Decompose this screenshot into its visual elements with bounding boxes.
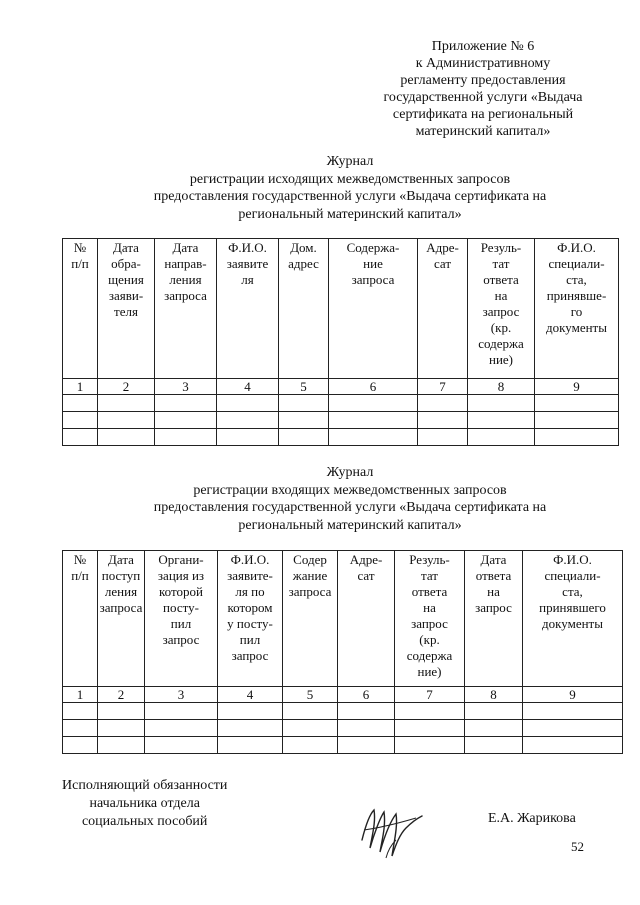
column-header-line: запроса <box>164 288 207 303</box>
table-header-row <box>63 239 619 379</box>
column-header-line: № <box>73 552 87 567</box>
journal2-title <box>80 464 620 534</box>
journal1-title-line: Журнал <box>326 154 374 169</box>
column-number: 7 <box>395 687 465 703</box>
column-header-line: которой <box>159 584 203 599</box>
column-header-line: ста, <box>566 272 587 287</box>
column-header-line: п/п <box>71 568 89 583</box>
column-header <box>465 551 523 687</box>
column-header-line: Резуль- <box>480 240 522 255</box>
column-header-line: пил <box>239 632 261 647</box>
column-header <box>395 551 465 687</box>
column-header <box>338 551 395 687</box>
column-header <box>98 239 155 379</box>
table-row <box>63 737 623 754</box>
handwritten-signature <box>356 800 426 869</box>
column-number: 5 <box>279 379 329 395</box>
column-header-line: Дата <box>108 552 134 567</box>
column-header-line: специали- <box>544 568 601 583</box>
column-header-line: жание <box>292 568 328 583</box>
table-header-row <box>63 551 623 687</box>
column-number: 5 <box>283 687 338 703</box>
outgoing-requests-table <box>62 238 619 446</box>
column-header <box>145 551 218 687</box>
column-header-line: заявите <box>226 256 269 271</box>
page-number: 52 <box>571 839 584 854</box>
column-header <box>279 239 329 379</box>
column-header-line: поступ <box>101 568 141 583</box>
column-header-line: Ф.И.О. <box>230 552 270 567</box>
column-number: 6 <box>338 687 395 703</box>
column-header-line: Дата <box>480 552 507 567</box>
column-header-line: специали- <box>548 256 605 271</box>
appendix-line: материнский капитал» <box>415 124 551 139</box>
column-header-line: Резуль- <box>409 552 450 567</box>
column-header-line: запрос <box>475 600 512 615</box>
column-number: 2 <box>98 379 155 395</box>
column-number: 3 <box>155 379 217 395</box>
column-header-line: № <box>73 240 87 255</box>
column-header-line: сат <box>433 256 452 271</box>
column-header-line: направ- <box>164 256 207 271</box>
column-header <box>217 239 279 379</box>
column-header-line: запроса <box>99 600 143 615</box>
column-header-line: Ф.И.О. <box>557 240 596 255</box>
column-header-line: тат <box>421 568 438 583</box>
column-header-line: сат <box>357 568 375 583</box>
column-header <box>468 239 535 379</box>
column-header-line: ние) <box>488 352 513 367</box>
column-header <box>283 551 338 687</box>
column-header-line: запрос <box>231 648 269 663</box>
column-header-line: принявше- <box>546 288 607 303</box>
column-number: 1 <box>63 687 98 703</box>
appendix-line: регламенту предоставления <box>400 73 566 88</box>
column-header-line: обра- <box>111 256 141 271</box>
column-number: 2 <box>98 687 145 703</box>
appendix-block <box>340 38 626 140</box>
column-number-row <box>63 687 623 703</box>
table-row <box>63 395 619 412</box>
column-header <box>329 239 418 379</box>
column-number: 8 <box>465 687 523 703</box>
journal2-title-line: региональный материнский капитал» <box>238 517 462 533</box>
column-number: 3 <box>145 687 218 703</box>
column-header-line: п/п <box>71 256 89 271</box>
table-row <box>63 429 619 446</box>
journal1-title-line: регистрации исходящих межведомственных запросов <box>189 171 511 187</box>
table-row <box>63 703 623 720</box>
column-number: 6 <box>329 379 418 395</box>
column-header-line: Дата <box>113 240 139 255</box>
column-header-line: Органи- <box>158 552 204 567</box>
column-header-line: Адре- <box>349 552 383 567</box>
signer-line: социальных пособий <box>81 814 208 829</box>
column-header-line: го <box>570 304 583 319</box>
column-header-line: Дата <box>172 240 199 255</box>
column-header-line: Ф.И.О. <box>228 240 267 255</box>
column-header-line: ля по <box>235 584 265 599</box>
column-header-line: ответа <box>411 584 448 599</box>
column-number: 8 <box>468 379 535 395</box>
column-header-line: ответа <box>483 272 519 287</box>
column-header-line: посту- <box>163 600 199 615</box>
column-number: 4 <box>218 687 283 703</box>
column-header-line: на <box>494 288 508 303</box>
appendix-line: сертификата на региональный <box>392 107 574 122</box>
table-row <box>63 720 623 737</box>
column-number: 9 <box>535 379 619 395</box>
column-header-line: документы <box>546 320 607 335</box>
journal1-title-line: предоставления государственной услуги «Выдача сертификата на <box>153 189 547 204</box>
column-header-line: Адре- <box>426 240 459 255</box>
column-header-line: Дом. <box>290 240 317 255</box>
journal2-title-line: Журнал <box>326 465 374 480</box>
column-header-line: заявите- <box>227 568 273 583</box>
column-header-line: запроса <box>351 272 395 287</box>
column-header <box>155 239 217 379</box>
appendix-line: государственной услуги «Выдача <box>383 90 583 105</box>
journal1-title-line: региональный материнский капитал» <box>238 206 462 222</box>
column-header-line: ля <box>241 272 254 287</box>
column-header-line: Ф.И.О. <box>553 552 592 567</box>
column-header <box>98 551 145 687</box>
column-header <box>63 551 98 687</box>
column-number: 9 <box>523 687 623 703</box>
column-header-line: зация из <box>157 568 205 583</box>
column-header-line: ста, <box>562 584 583 599</box>
column-number: 4 <box>217 379 279 395</box>
signer-name: Е.А. Жарикова <box>488 811 576 826</box>
column-header-line: у посту- <box>227 616 273 631</box>
column-number: 7 <box>418 379 468 395</box>
column-header-line: заяви- <box>108 288 144 303</box>
appendix-line: Приложение № 6 <box>431 39 535 54</box>
column-header-line: на <box>487 584 500 599</box>
column-header-line: ние <box>363 256 383 271</box>
column-header-line: запрос <box>411 616 448 631</box>
column-header-line: принявшего <box>539 600 606 615</box>
column-header-line: пил <box>170 616 192 631</box>
column-header-line: (кр. <box>419 632 440 647</box>
column-header-line: адрес <box>288 256 319 271</box>
column-header-line: запроса <box>288 584 332 599</box>
column-header-line: Содер <box>293 552 327 567</box>
column-header-line: запрос <box>482 304 520 319</box>
signature-icon <box>356 800 426 864</box>
column-header-line: на <box>423 600 436 615</box>
signer-line: начальника отдела <box>89 796 200 811</box>
column-header-line: содержа <box>478 336 524 351</box>
journal1-title <box>80 153 620 223</box>
column-header <box>523 551 623 687</box>
appendix-line: к Административному <box>415 56 551 71</box>
column-header-line: ления <box>104 584 138 599</box>
column-header <box>418 239 468 379</box>
journal2-title-line: регистрации входящих межведомственных запросов <box>193 482 507 498</box>
column-header-line: тат <box>492 256 510 271</box>
column-header-line: ления <box>169 272 202 287</box>
column-number: 1 <box>63 379 98 395</box>
column-header-line: Содержа- <box>346 240 400 255</box>
column-number-row <box>63 379 619 395</box>
column-header <box>535 239 619 379</box>
column-header-line: котором <box>227 600 273 615</box>
column-header-line: документы <box>542 616 603 631</box>
column-header-line: содержа <box>406 648 453 663</box>
column-header-line: ние) <box>417 664 442 679</box>
column-header-line: (кр. <box>490 320 512 335</box>
incoming-requests-table <box>62 550 623 754</box>
column-header-line: запрос <box>162 632 200 647</box>
table-row <box>63 412 619 429</box>
column-header <box>63 239 98 379</box>
column-header-line: теля <box>114 304 138 319</box>
column-header <box>218 551 283 687</box>
column-header-line: щения <box>108 272 144 287</box>
journal2-title-line: предоставления государственной услуги «Выдача сертификата на <box>153 500 547 515</box>
column-header-line: ответа <box>475 568 512 583</box>
signer-position <box>62 777 227 831</box>
signer-line: Исполняющий обязанности <box>62 778 228 793</box>
